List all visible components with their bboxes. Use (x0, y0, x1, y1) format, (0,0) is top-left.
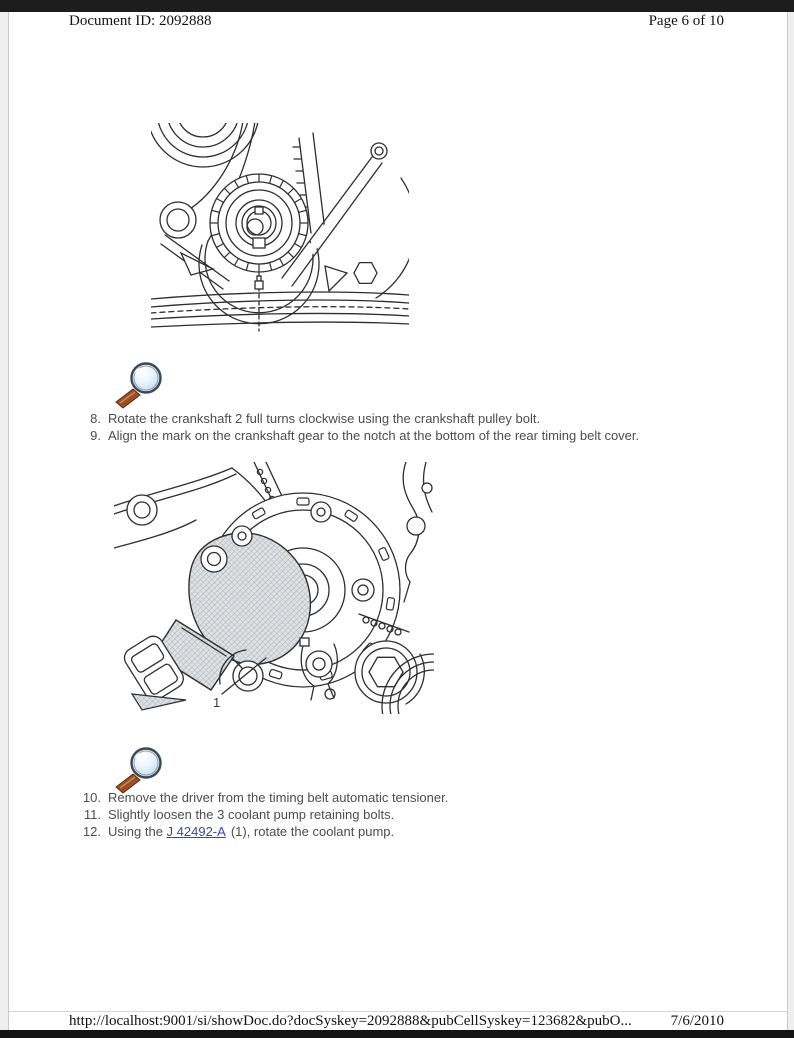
tool-document-link[interactable]: J 42492-A (166, 824, 226, 839)
step-8 (77, 410, 639, 427)
document-id-label: Document ID: 2092888 (69, 13, 212, 29)
figure-coolant-pump-tool-illustration (114, 462, 434, 714)
footer-url: http://localhost:9001/si/showDoc.do?docSyskey=2092888&pubCellSyskey=123682&pubO... (69, 1013, 632, 1029)
footer-divider (9, 1011, 787, 1012)
procedure-steps-8-9 (77, 410, 639, 444)
step-12 (69, 823, 448, 840)
page-number-label: Page 6 of 10 (648, 13, 724, 29)
figure-crankshaft-gear-illustration (151, 123, 409, 337)
top-black-bar (0, 0, 794, 12)
bottom-black-bar (0, 1030, 794, 1038)
step-9 (77, 427, 639, 444)
figure-callout-1: 1 (213, 695, 221, 710)
step-text: Slightly loosen the 3 coolant pump retaining bolts. (108, 807, 395, 822)
step-number: 9. (90, 428, 101, 443)
procedure-steps-10-12 (69, 789, 448, 840)
step-number: 11. (83, 807, 101, 822)
step-11 (69, 806, 448, 823)
step-text: Remove the driver from the timing belt automatic tensioner. (108, 790, 449, 805)
document-page (8, 12, 788, 1030)
magnifier-icon[interactable] (113, 744, 167, 794)
step-10 (69, 789, 448, 806)
step-text: Rotate the crankshaft 2 full turns clockwise using the crankshaft pulley bolt. (108, 411, 541, 426)
step-text: Align the mark on the crankshaft gear to the notch at the bottom of the rear timing belt cover. (108, 428, 640, 443)
step-text (108, 823, 394, 840)
step-number: 12. (82, 824, 101, 839)
step-text-after-link: (1), rotate the coolant pump. (230, 824, 395, 839)
footer-date: 7/6/2010 (670, 1013, 724, 1029)
page-footer (69, 1013, 724, 1030)
magnifier-icon[interactable] (113, 359, 167, 409)
step-text-before-link: Using the (108, 824, 167, 839)
step-number: 8. (90, 411, 101, 426)
page-header (69, 13, 724, 30)
step-number: 10. (82, 790, 101, 805)
